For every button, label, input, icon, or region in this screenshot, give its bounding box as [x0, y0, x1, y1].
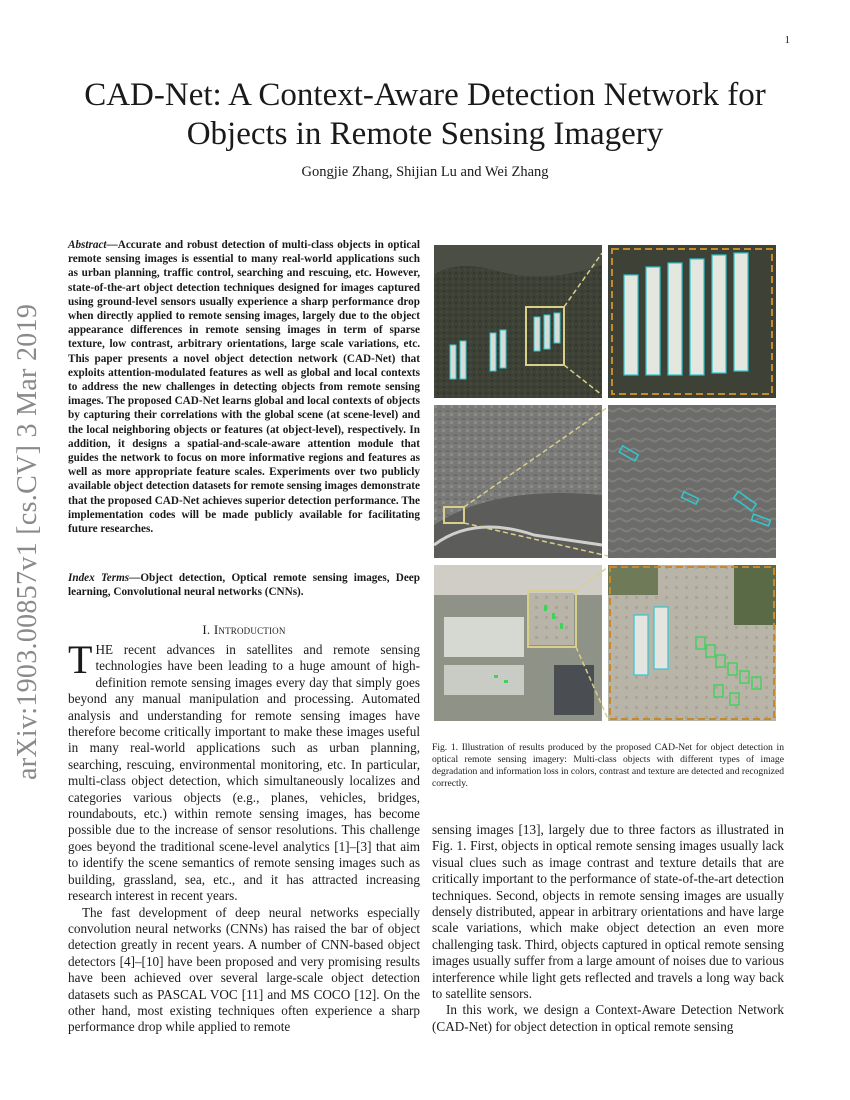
figure-1	[434, 245, 776, 721]
abstract-label: Abstract	[68, 239, 107, 251]
right-paragraph-2: In this work, we design a Context-Aware Detection Network (CAD-Net) for object detection in optical remote sensing	[432, 1002, 784, 1034]
panel-harbour-overview	[434, 245, 602, 398]
authors: Gongjie Zhang, Shijian Lu and Wei Zhang	[301, 164, 549, 180]
title-line-1: CAD-Net: A Context-Aware Detection Network for	[84, 77, 766, 113]
index-terms-text: —Object detection, Optical remote sensing images, Deep learning, Convolutional neural networks (CNNs).	[68, 572, 420, 599]
section-title: Introduction	[213, 622, 286, 637]
intro-paragraph-1: THE recent advances in satellites and remote sensing technologies have been leading to a huge amount of high-definition remote sensing images every day that simply goes beyond any manual manipulation and processing. Automated analysis and understanding for remote sensing images have therefore become critically important to make these images useful in many real-world applications such as urban planning, searching, rescuing, environmental monitoring, etc. In particular, multi-class object detection, which simultaneously localizes and categories various objects (e.g., planes, vehicles, bridges, roundabouts, etc.) within remote sensing images, has become possible due to the increase of sensor resolutions. This challenge goes beyond the traditional scene-level analytics [1]–[3] that aim to identify the scene semantics of remote sensing images such as building, grassland, sea, etc., and it has attracted increasing research interest in recent years.	[68, 637, 420, 904]
figure-1-caption: Fig. 1. Illustration of results produced by the proposed CAD-Net for object detection in optical remote sensing imagery: Multi-class objects with different types of image degradation and information loss in colors, contrast and texture are detected and recognized correctly.	[432, 742, 784, 789]
introduction-body	[68, 637, 420, 1036]
section-heading-introduction: I. Introduction	[202, 622, 286, 637]
title-line-2: Objects in Remote Sensing Imagery	[186, 116, 664, 152]
index-terms-label: Index Terms	[68, 572, 130, 584]
panel-parking-zoom	[608, 565, 776, 721]
right-column-body	[432, 822, 784, 1035]
panel-parking-overview	[434, 565, 608, 721]
page-number: 1	[784, 34, 790, 46]
right-paragraph-1: sensing images [13], largely due to three factors as illustrated in Fig. 1. First, objects in optical remote sensing images usually lack visual clues such as image contrast and texture details that are critically important to the performance of state-of-the-art detection techniques. Second, objects in remote sensing images are usually densely distributed, appear in arbitrary orientations and have large scale variations, which make object detection an even more challenging task. Third, objects captured in optical remote sensing images usually suffer from a large amount of noises due to various interference while light gets reflected and travels a long way back to satellite sensors.	[432, 822, 784, 1002]
dropcap-letter: T	[68, 637, 93, 682]
paper-title	[60, 76, 790, 154]
abstract-text: —Accurate and robust detection of multi-class objects in optical remote sensing images is essential to many real-world applications such as urban planning, traffic control, searching and rescuing, etc. However, state-of-the-art object detection techniques designed for images captured using ground-level sensors usually experience a sharp performance drop when directly applied to remote sensing images, largely due to the object appearance differences in remote sensing images in term of sparse texture, low contrast, arbitrary orientations, large scale variations, etc. This paper presents a novel object detection network (CAD-Net) that exploits attention-modulated features as well as global and local contexts to address the new challenges in detecting objects from remote sensing images. The proposed CAD-Net learns global and local contexts of objects by capturing their correlations with the global scene (at scene-level) and the local neighboring objects or features (at object-level), respectively. In addition, it designs a spatial-and-scale-aware attention module that guides the network to focus on more informative regions and features as well as more appropriate feature scales. Experiments over two publicly available object detection datasets for remote sensing images demonstrate that the proposed CAD-Net achieves superior detection performance. The implementation codes will be made publicly available for facilitating future researches.	[68, 239, 420, 536]
arxiv-identifier[interactable]: arXiv:1903.00857v1 [cs.CV] 3 Mar 2019	[12, 303, 43, 780]
panel-sea-zoom	[608, 405, 776, 558]
figure-1-image	[434, 245, 776, 721]
index-terms	[68, 571, 420, 599]
panel-sea-overview	[434, 405, 608, 558]
panel-harbour-zoom	[608, 245, 776, 398]
abstract	[68, 238, 420, 536]
intro-paragraph-2: The fast development of deep neural networks especially convolution neural networks (CNNs) has raised the bar of object detection greatly in recent years. A number of CNN-based object detectors [4]–[10] have been proposed and very promising results have been achieved over several large-scale object detection datasets such as PASCAL VOC [11] and MS COCO [12]. On the other hand, most existing techniques often experience a sharp performance drop while applied to remote	[68, 904, 420, 1035]
